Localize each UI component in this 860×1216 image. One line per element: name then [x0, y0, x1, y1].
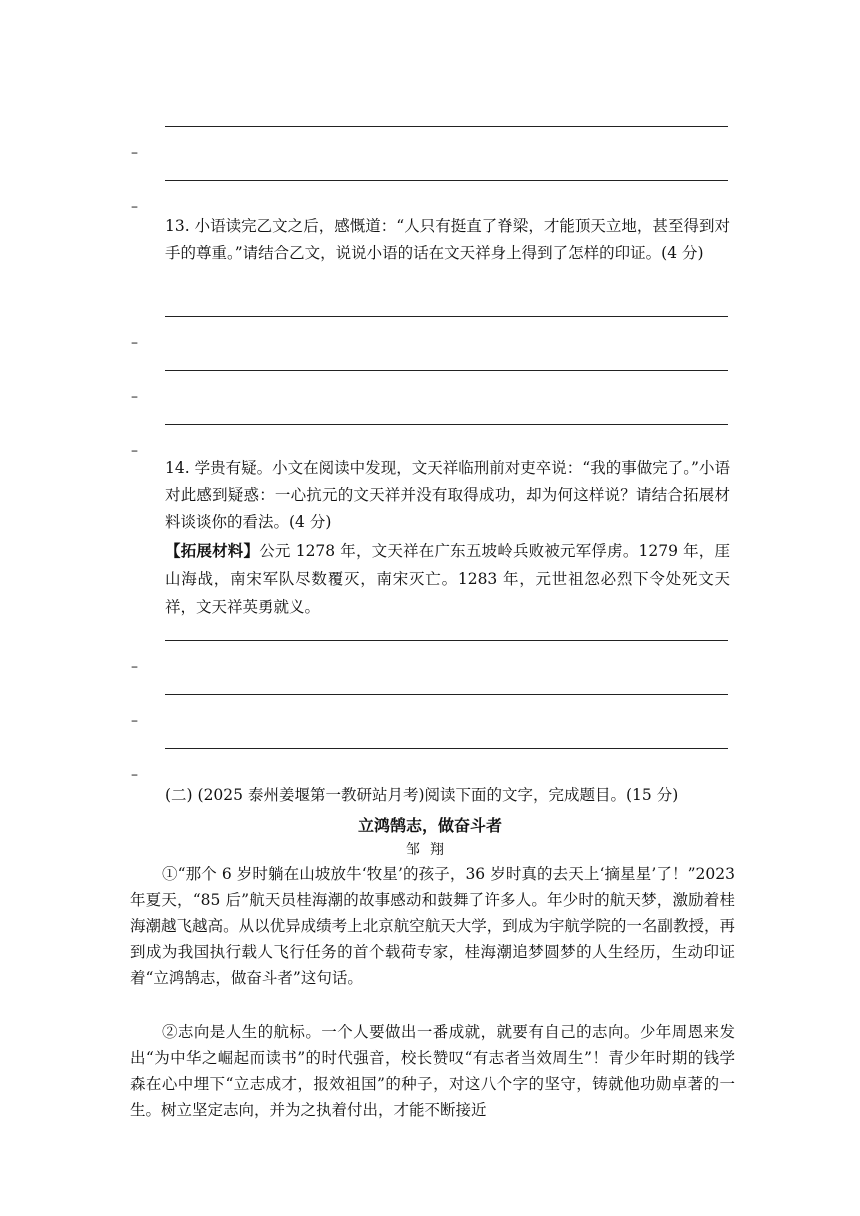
answer-line[interactable]: [165, 694, 728, 695]
paragraph-2: ②志向是人生的航标。一个人要做出一番成就，就要有自己的志向。少年周恩来发出“为中华之崛起而读书”的时代强音，校长赞叹“有志者当效周生”！青少年时期的钱学森在心中埋下“立志成才，报效祖国”的种子，对这八个字的坚守，铸就他功勋卓著的一生。树立坚定志向，并为之执着付出，才能不断接近: [130, 1023, 735, 1119]
article-author: 邹翔: [406, 842, 454, 858]
answer-line[interactable]: [165, 126, 728, 127]
answer-dash: –: [131, 335, 138, 351]
section-heading: (二) (2025 泰州姜堰第一教研站月考)阅读下面的文字，完成题目。(15 分): [165, 786, 679, 804]
answer-line[interactable]: [165, 640, 728, 641]
answer-dash: –: [131, 443, 138, 459]
answer-dash: –: [131, 767, 138, 783]
answer-line[interactable]: [165, 370, 728, 371]
answer-line[interactable]: [165, 180, 728, 181]
answer-dash: –: [131, 199, 138, 215]
answer-dash: –: [131, 659, 138, 675]
answer-line[interactable]: [165, 316, 728, 317]
answer-dash: –: [131, 145, 138, 161]
answer-dash: –: [131, 713, 138, 729]
answer-dash: –: [131, 389, 138, 405]
expansion-material: [165, 537, 730, 621]
expansion-material-tag: 【拓展材料】: [165, 541, 260, 560]
answer-line[interactable]: [165, 748, 728, 749]
answer-line[interactable]: [165, 424, 728, 425]
expansion-material-text: 公元 1278 年，文天祥在广东五坡岭兵败被元军俘虏。1279 年，厓山海战，南宋军队尽数覆灭，南宋灭亡。1283 年，元世祖忽必烈下令处死文天祥，文天祥英勇就义。: [165, 542, 730, 616]
paragraph-1: ①“那个 6 岁时躺在山坡放牛‘牧星’的孩子，36 岁时真的去天上‘摘星星’了！”2023 年夏天，“85 后”航天员桂海潮的故事感动和鼓舞了许多人。年少时的航天梦，激励着桂海潮越飞越高。从以优异成绩考上北京航空航天大学，到成为宇航学院的一名副教授，再到成为我国执行载人飞行任务的首个载荷专家，桂海潮追梦圆梦的人生经历，生动印证着“立鸿鹄志，做奋斗者”这句话。: [130, 865, 735, 987]
question-13: 13. 小语读完乙文之后，感慨道：“人只有挺直了脊梁，才能顶天立地，甚至得到对手的尊重。”请结合乙文，说说小语的话在文天祥身上得到了怎样的印证。(4 分): [165, 217, 730, 262]
article-title: 立鸿鹄志，做奋斗者: [357, 816, 502, 835]
question-14: 14. 学贵有疑。小文在阅读中发现，文天祥临刑前对吏卒说：“我的事做完了。”小语对此感到疑惑：一心抗元的文天祥并没有取得成功，却为何这样说？请结合拓展材料谈谈你的看法。(4 分): [165, 459, 730, 531]
